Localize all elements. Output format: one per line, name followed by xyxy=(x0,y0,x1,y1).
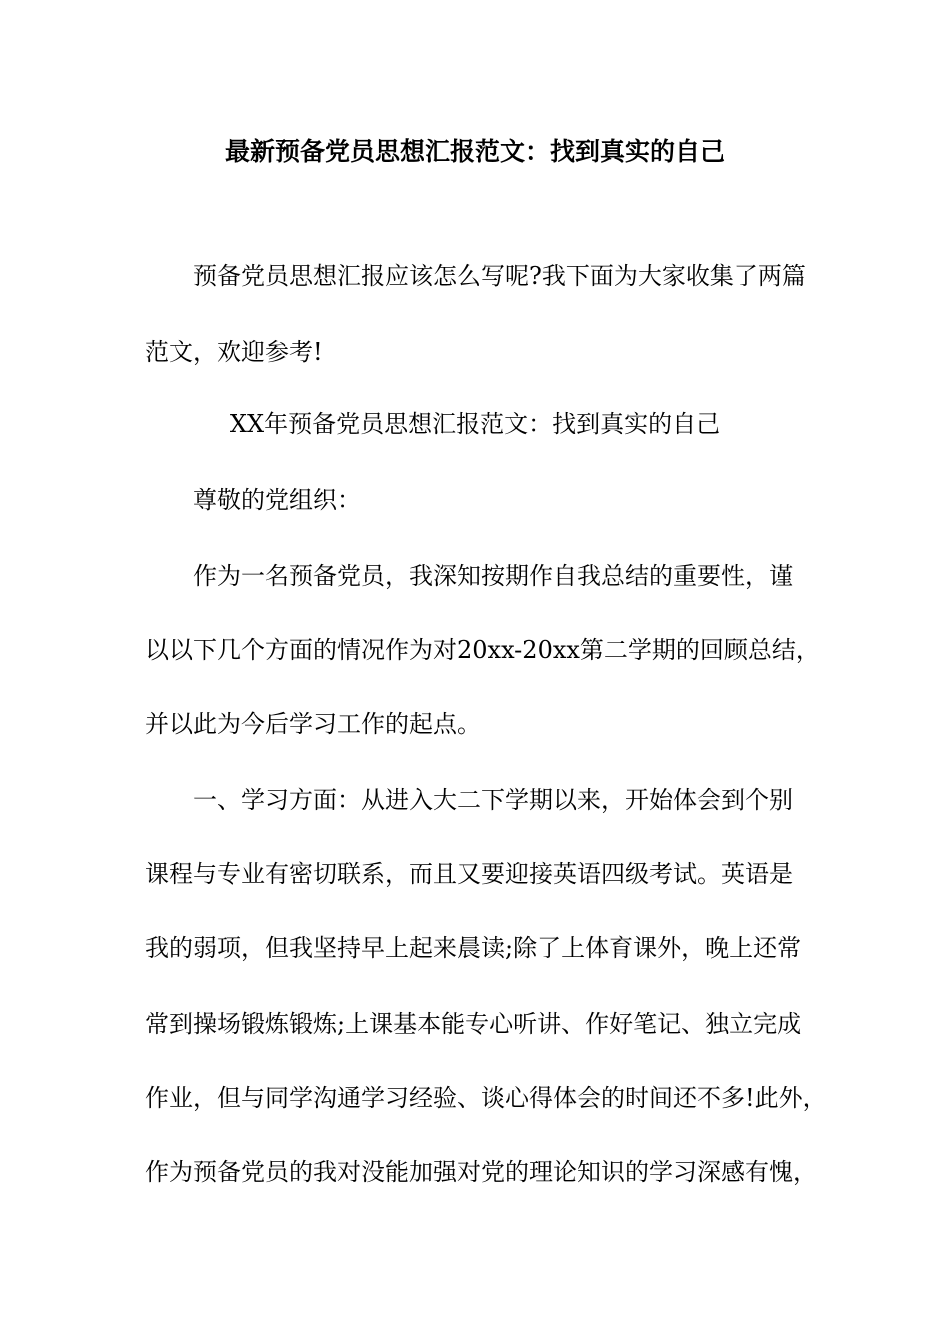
paragraph-line: 常到操场锻炼锻炼;上课基本能专心听讲、作好笔记、独立完成 xyxy=(145,1010,802,1038)
salutation-line: 尊敬的党组织： xyxy=(193,486,361,514)
paragraph-line: 预备党员思想汇报应该怎么写呢?我下面为大家收集了两篇 xyxy=(193,262,806,290)
paragraph-line: 课程与专业有密切联系，而且又要迎接英语四级考试。英语是 xyxy=(145,860,793,888)
document-title: 最新预备党员思想汇报范文：找到真实的自己 xyxy=(224,137,725,166)
paragraph-line: 并以此为今后学习工作的起点。 xyxy=(145,710,481,738)
paragraph-line: 作业，但与同学沟通学习经验、谈心得体会的时间还不多!此外， xyxy=(145,1084,827,1112)
paragraph-line: 范文，欢迎参考! xyxy=(145,338,323,366)
paragraph-line: 作为预备党员的我对没能加强对党的理论知识的学习深感有愧， xyxy=(145,1158,817,1186)
paragraph-line: 以以下几个方面的情况作为对20xx-20xx第二学期的回顾总结， xyxy=(145,636,820,664)
paragraph-line: 作为一名预备党员，我深知按期作自我总结的重要性，谨 xyxy=(193,562,793,590)
paragraph-line: 我的弱项，但我坚持早上起来晨读;除了上体育课外，晚上还常 xyxy=(145,934,802,962)
subtitle-line: XX年预备党员思想汇报范文：找到真实的自己 xyxy=(229,410,721,438)
paragraph-line: 一、学习方面：从进入大二下学期以来，开始体会到个别 xyxy=(193,786,793,814)
